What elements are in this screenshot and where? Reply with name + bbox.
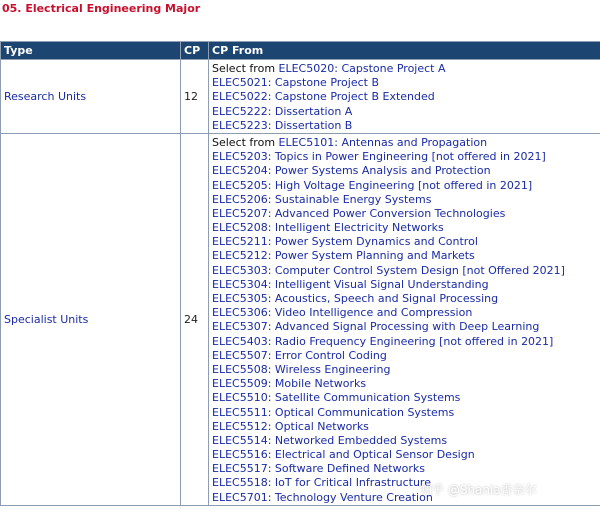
- unit-list-item: [212, 62, 597, 76]
- select-from-label: Select from: [212, 135, 279, 149]
- unit-link[interactable]: ELEC5307: Advanced Signal Processing with Deep Learning: [212, 320, 540, 334]
- watermark: 知乎 @Shania香奈尔: [420, 483, 537, 497]
- cp-from-cell: [209, 60, 600, 134]
- unit-list-item: [212, 249, 597, 263]
- unit-list-item: [212, 391, 597, 405]
- unit-link[interactable]: ELEC5021: Capstone Project B: [212, 76, 379, 90]
- unit-list-item: [212, 179, 597, 193]
- unit-link[interactable]: ELEC5518: IoT for Critical Infrastructure: [212, 476, 431, 490]
- unit-link[interactable]: ELEC5205: High Voltage Engineering [not offered in 2021]: [212, 178, 533, 192]
- unit-link[interactable]: ELEC5514: Networked Embedded Systems: [212, 433, 448, 447]
- major-units-table: [0, 41, 600, 506]
- unit-list-item: [212, 448, 597, 462]
- header-type: Type: [1, 42, 181, 60]
- unit-link[interactable]: ELEC5212: Power System Planning and Markets: [212, 249, 475, 263]
- unit-list-item: [212, 119, 597, 133]
- unit-link[interactable]: ELEC5509: Mobile Networks: [212, 377, 367, 391]
- unit-link[interactable]: ELEC5207: Advanced Power Conversion Technologies: [212, 206, 506, 220]
- section-heading: 05. Electrical Engineering Major: [2, 2, 201, 15]
- unit-list-item: [212, 306, 597, 320]
- header-cp: CP: [181, 42, 209, 60]
- unit-list-item: [212, 278, 597, 292]
- unit-list-item: [212, 377, 597, 391]
- unit-link[interactable]: ELEC5206: Sustainable Energy Systems: [212, 192, 432, 206]
- unit-list-item: [212, 150, 597, 164]
- unit-link[interactable]: ELEC5303: Computer Control System Design [not Offered 2021]: [212, 263, 565, 277]
- credit-points-cell: 24: [181, 133, 209, 505]
- unit-list-item: [212, 221, 597, 235]
- unit-list-item: [212, 90, 597, 104]
- unit-link[interactable]: ELEC5020: Capstone Project A: [278, 62, 446, 75]
- unit-link[interactable]: ELEC5208: Intelligent Electricity Networks: [212, 221, 444, 235]
- unit-list-item: [212, 434, 597, 448]
- unit-link[interactable]: ELEC5508: Wireless Engineering: [212, 362, 391, 376]
- unit-list-item: [212, 136, 597, 150]
- unit-type-cell: Research Units: [1, 60, 181, 134]
- unit-list-item: [212, 335, 597, 349]
- unit-link[interactable]: ELEC5511: Optical Communication Systems: [212, 405, 455, 419]
- table-header-row: [1, 42, 600, 60]
- unit-list-item: [212, 476, 597, 490]
- unit-list-item: [212, 105, 597, 119]
- unit-list-item: [212, 193, 597, 207]
- unit-list-item: [212, 76, 597, 90]
- unit-link[interactable]: ELEC5223: Dissertation B: [212, 118, 353, 132]
- unit-list-item: [212, 320, 597, 334]
- header-cp-from: CP From: [209, 42, 600, 60]
- unit-list-item: [212, 363, 597, 377]
- unit-link[interactable]: ELEC5101: Antennas and Propagation: [278, 135, 488, 149]
- table-row: [1, 60, 600, 134]
- unit-link[interactable]: ELEC5022: Capstone Project B Extended: [212, 90, 435, 104]
- unit-link[interactable]: ELEC5222: Dissertation A: [212, 104, 353, 118]
- unit-list-item: [212, 164, 597, 178]
- select-from-label: Select from: [212, 62, 279, 75]
- unit-link[interactable]: ELEC5211: Power System Dynamics and Control: [212, 235, 478, 249]
- unit-link[interactable]: ELEC5516: Electrical and Optical Sensor Design: [212, 448, 475, 462]
- unit-list-item: [212, 420, 597, 434]
- unit-link[interactable]: ELEC5203: Topics in Power Engineering [not offered in 2021]: [212, 150, 546, 164]
- unit-list-item: [212, 264, 597, 278]
- unit-link[interactable]: ELEC5305: Acoustics, Speech and Signal Processing: [212, 292, 499, 305]
- unit-list-item: [212, 235, 597, 249]
- unit-list-item: [212, 207, 597, 221]
- unit-list-item: [212, 406, 597, 420]
- unit-link[interactable]: ELEC5507: Error Control Coding: [212, 348, 387, 362]
- unit-link[interactable]: ELEC5204: Power Systems Analysis and Protection: [212, 164, 491, 178]
- cp-from-cell: [209, 133, 600, 505]
- unit-link[interactable]: ELEC5510: Satellite Communication Systems: [212, 391, 461, 405]
- unit-type-cell: Specialist Units: [1, 133, 181, 505]
- unit-list-item: [212, 491, 597, 505]
- unit-link[interactable]: ELEC5517: Software Defined Networks: [212, 462, 425, 476]
- unit-list-item: [212, 292, 597, 306]
- credit-points-cell: 12: [181, 60, 209, 134]
- table-row: [1, 133, 600, 505]
- unit-list-item: [212, 462, 597, 476]
- unit-link[interactable]: ELEC5403: Radio Frequency Engineering [not offered in 2021]: [212, 334, 554, 348]
- unit-link[interactable]: ELEC5304: Intelligent Visual Signal Understanding: [212, 277, 489, 291]
- unit-link[interactable]: ELEC5701: Technology Venture Creation: [212, 490, 433, 504]
- unit-link[interactable]: ELEC5512: Optical Networks: [212, 419, 369, 433]
- unit-list-item: [212, 349, 597, 363]
- unit-link[interactable]: ELEC5306: Video Intelligence and Compression: [212, 306, 473, 320]
